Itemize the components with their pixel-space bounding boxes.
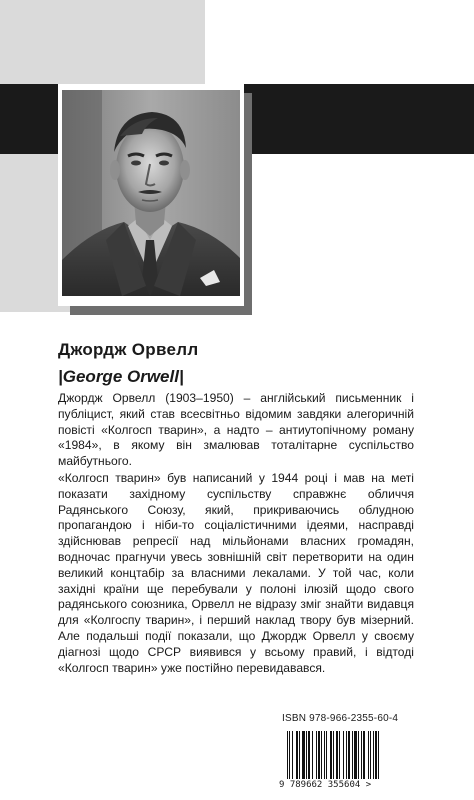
bio-paragraph: Джордж Орвелл (1903–1950) – англійський письменник і публіцист, який став всесвітньо відомим завдяки алегоричній повісті «Колгосп тварин», а надто – антиутопічному роману «1984», в якому він змалював тоталітарне суспільство майбутнього. (58, 391, 414, 469)
author-biography (58, 391, 414, 676)
author-portrait-image (62, 90, 240, 296)
author-name: Джордж Орвелл (58, 340, 199, 359)
barcode-digits: 9 789662 355604 > (279, 780, 372, 790)
isbn-label: ISBN 978-966-2355-60-4 (282, 713, 399, 724)
barcode-image (285, 731, 417, 779)
author-portrait-photo (58, 84, 244, 306)
isbn-barcode-block (279, 713, 419, 793)
bio-paragraph: «Колгосп тварин» був написаний у 1944 році і мав на меті показати західному суспільству справжнє обличчя Радянського Союзу, який, прикриваючись облудною пропагандою і ніби-то соціалістичними ідеями, насправді здійснював репресії над мільйонами власних громадян, водночас прагнучи увесь зовнішній світ перетворити на один великий концтабір за власними лекалами. У той час, коли західні країни ще перебували у полоні ілюзій щодо свого радянського союзника, Орвелл не відразу зміг знайти видавця для «Колгоспу тварин», і перший наклад твору був мізерний. Але подальші події показали, що Джордж Орвелл у своєму діагнозі щодо СРСР виявився у всьому правий, і відтоді «Колгосп тварин» уже постійно перевидавався. (58, 470, 414, 675)
author-latin-name: |George Orwell| (58, 367, 184, 386)
